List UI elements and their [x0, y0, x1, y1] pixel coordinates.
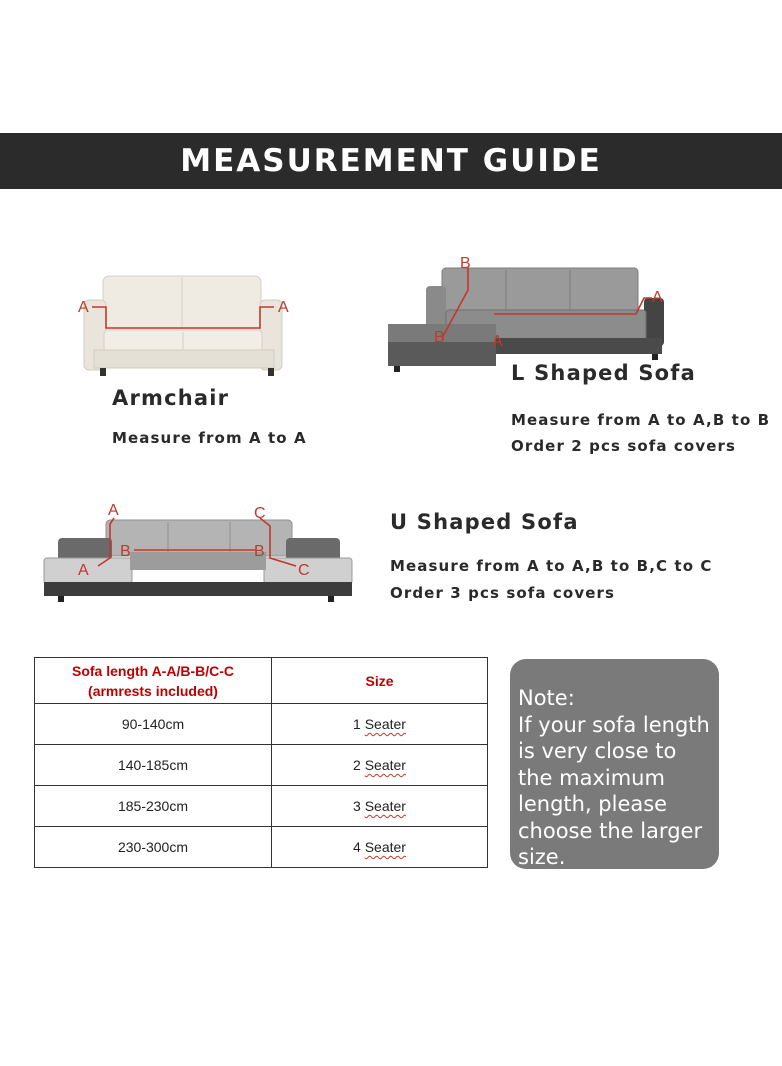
- header-sofa-length: [35, 658, 272, 704]
- armchair-image: [70, 270, 300, 382]
- u-shaped-sofa-image: [38, 498, 356, 604]
- u-sofa-label-c-top: C: [254, 505, 266, 522]
- l-sofa-heading: L Shaped Sofa: [511, 361, 697, 385]
- row-size-word: Seater: [364, 716, 406, 732]
- u-sofa-label-a-top: A: [108, 502, 119, 519]
- row-size: [272, 704, 488, 745]
- u-sofa-instruction: Measure from A to A,B to B,C to C: [390, 557, 713, 575]
- l-sofa-label-a-left: A: [492, 333, 503, 350]
- table-row: [35, 827, 488, 868]
- table-row: [35, 704, 488, 745]
- l-sofa-order: Order 2 pcs sofa covers: [511, 437, 736, 455]
- row-length: 140-185cm: [35, 745, 272, 786]
- u-sofa-label-c-bottom: C: [298, 562, 310, 579]
- row-size-number: 3: [353, 798, 365, 814]
- header-sofa-length-line2: (armrests included): [88, 682, 218, 699]
- u-sofa-label-b-left: B: [120, 543, 131, 560]
- header-size: Size: [272, 658, 488, 704]
- table-row: [35, 786, 488, 827]
- row-size: [272, 745, 488, 786]
- row-size-number: 1: [353, 716, 365, 732]
- u-sofa-label-b-right: B: [254, 543, 265, 560]
- armchair-label-a-right: A: [278, 299, 289, 316]
- note-text: If your sofa length is very close to the maximum length, please choose the larger size.: [518, 712, 710, 869]
- row-length: 185-230cm: [35, 786, 272, 827]
- row-size: [272, 786, 488, 827]
- u-sofa-label-a-bottom: A: [78, 562, 89, 579]
- l-shaped-sofa-image: [386, 254, 676, 376]
- u-sofa-order: Order 3 pcs sofa covers: [390, 584, 615, 602]
- u-sofa-heading: U Shaped Sofa: [390, 510, 579, 534]
- table-row: [35, 745, 488, 786]
- note-box: [510, 659, 719, 869]
- table-header-row: [35, 658, 488, 704]
- row-size-number: 4: [353, 839, 365, 855]
- size-table: [34, 657, 488, 868]
- l-sofa-label-b-bottom: B: [434, 329, 445, 346]
- banner-title: MEASUREMENT GUIDE: [180, 143, 602, 179]
- row-size-word: Seater: [364, 757, 406, 773]
- row-size: [272, 827, 488, 868]
- row-size-number: 2: [353, 757, 365, 773]
- l-sofa-label-a-right: A: [652, 289, 663, 306]
- header-sofa-length-line1: Sofa length A-A/B-B/C-C: [71, 662, 235, 679]
- armchair-heading: Armchair: [112, 386, 230, 410]
- row-size-word: Seater: [364, 798, 406, 814]
- row-length: 90-140cm: [35, 704, 272, 745]
- note-title: Note:: [518, 686, 575, 710]
- armchair-instruction: Measure from A to A: [112, 429, 307, 447]
- l-sofa-label-b-top: B: [460, 255, 471, 272]
- row-length: 230-300cm: [35, 827, 272, 868]
- row-size-word: Seater: [364, 839, 406, 855]
- l-sofa-instruction: Measure from A to A,B to B: [511, 411, 771, 429]
- title-banner: [0, 133, 782, 189]
- armchair-label-a-left: A: [78, 299, 89, 316]
